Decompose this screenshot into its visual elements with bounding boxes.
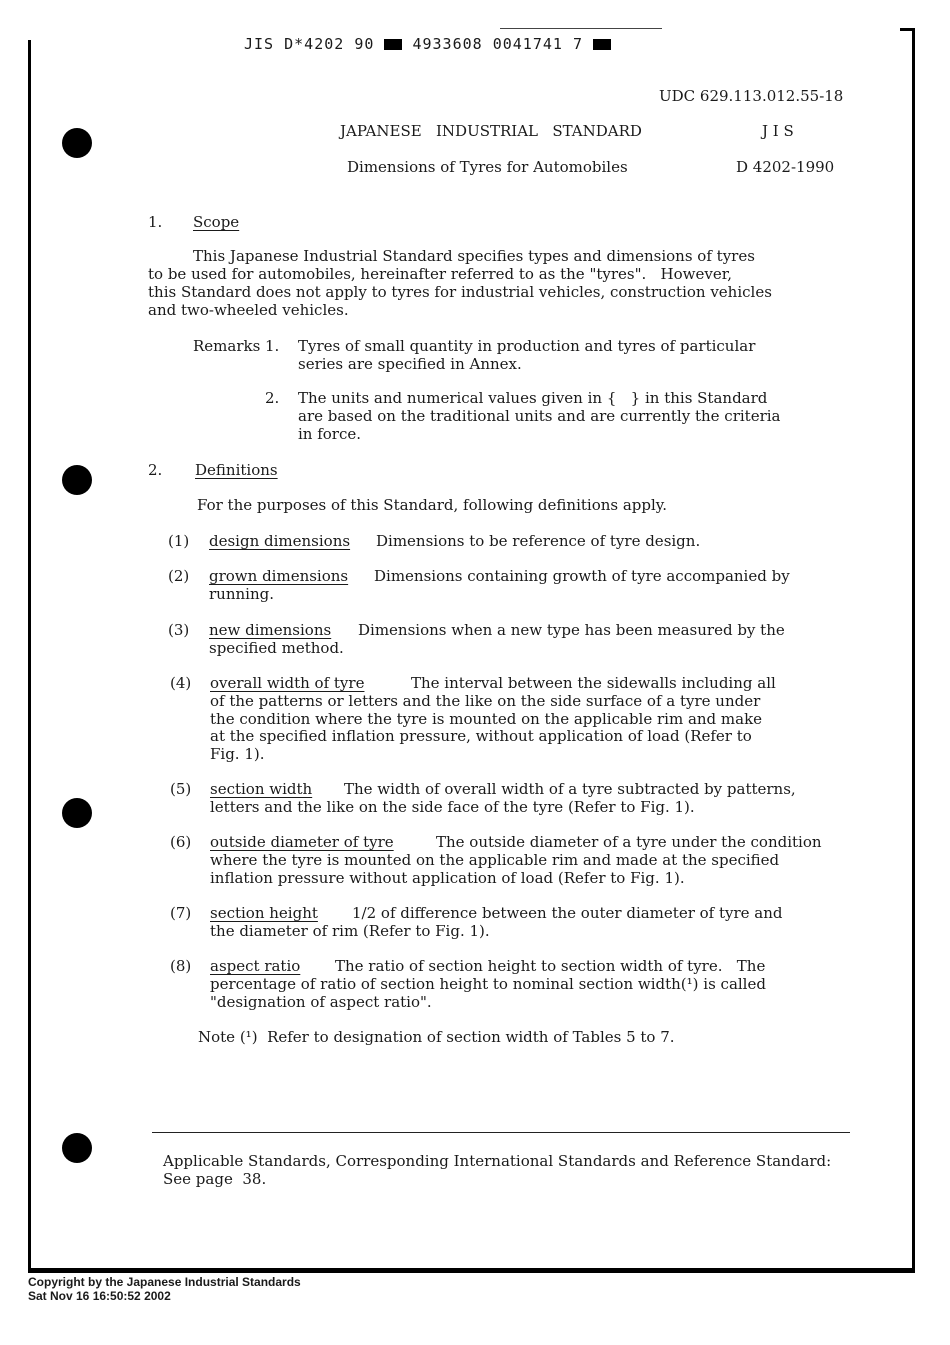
stamp-number: 4933608 0041741 7 — [412, 35, 583, 53]
definition-text: The ratio of section height to section width of tyre. The — [335, 957, 766, 975]
definition-number: (3) — [168, 621, 190, 639]
stamp-block — [384, 39, 402, 50]
section-number: 2. — [148, 461, 163, 479]
definition-text: Dimensions when a new type has been measured by the — [358, 621, 785, 639]
stamp-code: JIS D*4202 90 — [244, 35, 375, 53]
definition-text: specified method. — [209, 639, 344, 657]
definition-number: (7) — [170, 904, 192, 922]
paragraph-line: This Japanese Industrial Standard specifies types and dimensions of tyres — [193, 247, 755, 265]
definition-term: section width — [210, 780, 313, 798]
definition-number: (2) — [168, 567, 190, 585]
stamp-line — [244, 35, 611, 53]
definition-number: (1) — [168, 532, 190, 550]
applicable-standards: Applicable Standards, Corresponding International Standards and Reference Standard: — [163, 1152, 832, 1170]
remark-line: Tyres of small quantity in production and tyres of particular — [298, 337, 756, 355]
jis-label: J I S — [762, 122, 794, 140]
section-number: 1. — [148, 213, 163, 231]
section-heading: Definitions — [195, 461, 278, 479]
definition-text: The interval between the sidewalls including all — [411, 674, 776, 692]
definition-number: (8) — [170, 957, 192, 975]
right-border — [912, 28, 915, 1273]
definition-text: the diameter of rim (Refer to Fig. 1). — [210, 922, 490, 940]
definition-term: outside diameter of tyre — [210, 833, 394, 851]
paragraph-line: and two-wheeled vehicles. — [148, 301, 349, 319]
definition-text: at the specified inflation pressure, without application of load (Refer to — [210, 727, 752, 745]
remark-number: 1. — [265, 337, 280, 355]
udc-code: UDC 629.113.012.55-18 — [659, 87, 844, 105]
remark-line: The units and numerical values given in { } in this Standard — [298, 389, 768, 407]
definition-term: new dimensions — [209, 621, 332, 639]
copyright-line: Copyright by the Japanese Industrial Standards — [28, 1275, 301, 1289]
definition-text: inflation pressure without application of load (Refer to Fig. 1). — [210, 869, 685, 887]
bottom-border — [28, 1268, 915, 1273]
footnote: Note (¹) Refer to designation of section width of Tables 5 to 7. — [198, 1028, 675, 1046]
definition-text: Dimensions containing growth of tyre accompanied by — [374, 567, 790, 585]
paragraph-line: For the purposes of this Standard, following definitions apply. — [197, 496, 668, 514]
stamp-block — [593, 39, 611, 50]
section-heading: Scope — [193, 213, 240, 231]
punch-hole — [62, 128, 92, 158]
definition-text: The width of overall width of a tyre subtracted by patterns, — [344, 780, 796, 798]
definition-text: running. — [209, 585, 274, 603]
definition-text: percentage of ratio of section height to nominal section width(¹) is called — [210, 975, 766, 993]
paragraph-line: to be used for automobiles, hereinafter referred to as the "tyres". However, — [148, 265, 733, 283]
stamp-rule — [500, 28, 662, 29]
definition-text: "designation of aspect ratio". — [210, 993, 432, 1011]
paragraph-line: this Standard does not apply to tyres for industrial vehicles, construction vehicles — [148, 283, 772, 301]
standard-number: D 4202-1990 — [736, 158, 835, 176]
definition-text: Dimensions to be reference of tyre design. — [376, 532, 701, 550]
punch-hole — [62, 465, 92, 495]
footnote-rule — [152, 1132, 850, 1133]
applicable-page: See page 38. — [163, 1170, 267, 1188]
definition-text: the condition where the tyre is mounted on the applicable rim and make — [210, 710, 763, 728]
standard-org: JAPANESE INDUSTRIAL STANDARD — [340, 122, 642, 140]
definition-number: (5) — [170, 780, 192, 798]
corner-mark — [900, 28, 915, 31]
definition-term: section height — [210, 904, 318, 922]
definition-term: grown dimensions — [209, 567, 349, 585]
remark-number: 2. — [265, 389, 280, 407]
definition-term: design dimensions — [209, 532, 351, 550]
document-title: Dimensions of Tyres for Automobiles — [347, 158, 628, 176]
definition-text: where the tyre is mounted on the applicable rim and made at the specified — [210, 851, 780, 869]
definition-text: of the patterns or letters and the like on the side surface of a tyre under — [210, 692, 761, 710]
date-line: Sat Nov 16 16:50:52 2002 — [28, 1289, 171, 1303]
definition-term: overall width of tyre — [210, 674, 365, 692]
definition-text: Fig. 1). — [210, 745, 265, 763]
remark-line: series are specified in Annex. — [298, 355, 522, 373]
definition-term: aspect ratio — [210, 957, 301, 975]
definition-text: letters and the like on the side face of the tyre (Refer to Fig. 1). — [210, 798, 695, 816]
definition-number: (4) — [170, 674, 192, 692]
remarks-label: Remarks — [193, 337, 261, 355]
definition-text: The outside diameter of a tyre under the condition — [436, 833, 822, 851]
remark-line: in force. — [298, 425, 362, 443]
definition-number: (6) — [170, 833, 192, 851]
remark-line: are based on the traditional units and are currently the criteria — [298, 407, 781, 425]
left-border — [28, 40, 31, 1273]
punch-hole — [62, 798, 92, 828]
punch-hole — [62, 1133, 92, 1163]
definition-text: 1/2 of difference between the outer diameter of tyre and — [352, 904, 783, 922]
